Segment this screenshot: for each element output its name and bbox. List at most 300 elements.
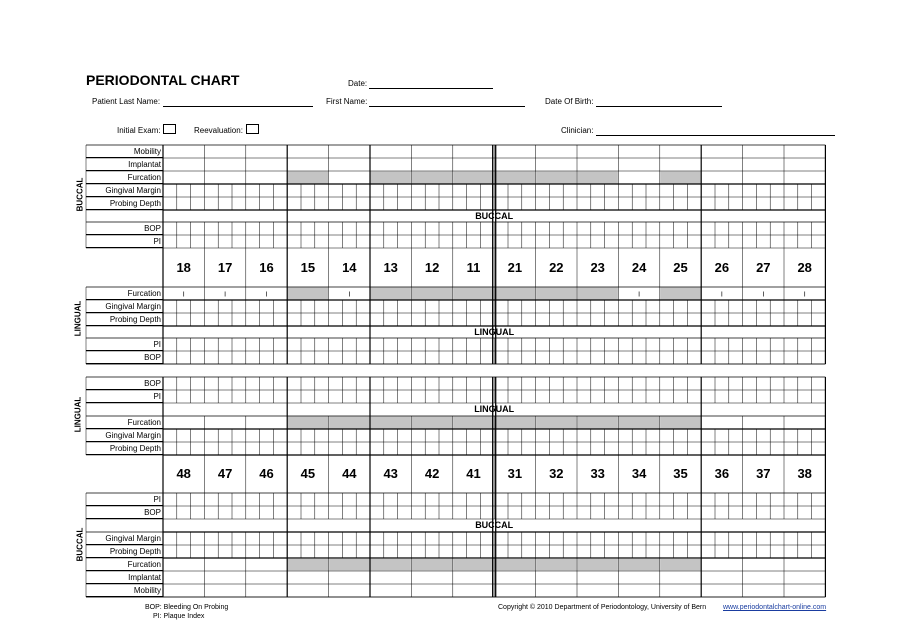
tooth-3-cell[interactable] [287, 351, 328, 364]
tooth-7-cell[interactable] [453, 558, 494, 571]
tooth-9-cell[interactable] [536, 351, 577, 364]
tooth-12-cell[interactable] [660, 300, 701, 313]
tooth-5-cell[interactable] [370, 442, 411, 455]
tooth-15-cell[interactable] [784, 313, 825, 326]
tooth-1-cell[interactable] [204, 171, 245, 184]
tooth-8-cell[interactable] [494, 287, 535, 300]
tooth-0-cell[interactable] [163, 313, 204, 326]
tooth-2-cell[interactable] [246, 584, 287, 597]
tooth-3-cell[interactable] [287, 300, 328, 313]
tooth-9-cell[interactable] [536, 222, 577, 235]
tooth-14-cell[interactable] [743, 197, 784, 210]
tooth-6-cell[interactable] [411, 390, 452, 403]
tooth-6-cell[interactable] [411, 493, 452, 506]
tooth-9-cell[interactable] [536, 184, 577, 197]
tooth-10-cell[interactable] [577, 351, 618, 364]
tooth-0-cell[interactable] [163, 235, 204, 248]
tooth-12-cell[interactable] [660, 442, 701, 455]
tooth-6-cell[interactable] [411, 442, 452, 455]
tooth-6-cell[interactable] [411, 558, 452, 571]
tooth-8-cell[interactable] [494, 442, 535, 455]
tooth-2-cell[interactable] [246, 506, 287, 519]
tooth-3-cell[interactable] [287, 222, 328, 235]
tooth-12-cell[interactable] [660, 197, 701, 210]
tooth-4-cell[interactable] [329, 390, 370, 403]
tooth-10-cell[interactable] [577, 493, 618, 506]
tooth-2-cell[interactable] [246, 222, 287, 235]
tooth-2-cell[interactable] [246, 558, 287, 571]
tooth-7-cell[interactable] [453, 338, 494, 351]
tooth-11-cell[interactable] [618, 571, 659, 584]
tooth-15-cell[interactable] [784, 338, 825, 351]
tooth-10-cell[interactable] [577, 429, 618, 442]
tooth-12-cell[interactable] [660, 390, 701, 403]
tooth-5-cell[interactable] [370, 338, 411, 351]
tooth-12-cell[interactable] [660, 145, 701, 158]
tooth-10-cell[interactable] [577, 377, 618, 390]
tooth-3-cell[interactable] [287, 416, 328, 429]
tooth-4-cell[interactable] [329, 545, 370, 558]
tooth-6-cell[interactable] [411, 184, 452, 197]
tooth-12-cell[interactable] [660, 158, 701, 171]
tooth-4-cell[interactable] [329, 184, 370, 197]
tooth-4-cell[interactable] [329, 235, 370, 248]
tooth-9-cell[interactable] [536, 197, 577, 210]
tooth-1-cell[interactable] [204, 545, 245, 558]
tooth-2-cell[interactable] [246, 338, 287, 351]
tooth-10-cell[interactable] [577, 287, 618, 300]
tooth-14-cell[interactable] [743, 351, 784, 364]
tooth-7-cell[interactable] [453, 571, 494, 584]
tooth-14-cell[interactable] [743, 377, 784, 390]
tooth-1-cell[interactable] [204, 235, 245, 248]
tooth-1-cell[interactable] [204, 222, 245, 235]
tooth-15-cell[interactable] [784, 145, 825, 158]
tooth-10-cell[interactable] [577, 171, 618, 184]
tooth-1-cell[interactable] [204, 416, 245, 429]
tooth-0-cell[interactable] [163, 390, 204, 403]
tooth-5-cell[interactable] [370, 300, 411, 313]
tooth-11-cell[interactable] [618, 506, 659, 519]
tooth-5-cell[interactable] [370, 184, 411, 197]
tooth-13-cell[interactable] [701, 184, 742, 197]
tooth-1-cell[interactable] [204, 390, 245, 403]
tooth-0-cell[interactable] [163, 338, 204, 351]
tooth-13-cell[interactable] [701, 442, 742, 455]
tooth-14-cell[interactable] [743, 429, 784, 442]
tooth-4-cell[interactable] [329, 532, 370, 545]
tooth-9-cell[interactable] [536, 313, 577, 326]
tooth-11-cell[interactable] [618, 584, 659, 597]
tooth-11-cell[interactable] [618, 351, 659, 364]
tooth-14-cell[interactable] [743, 338, 784, 351]
tooth-4-cell[interactable] [329, 300, 370, 313]
tooth-4-cell[interactable] [329, 222, 370, 235]
tooth-1-cell[interactable] [204, 532, 245, 545]
tooth-8-cell[interactable] [494, 222, 535, 235]
tooth-13-cell[interactable] [701, 313, 742, 326]
tooth-6-cell[interactable] [411, 300, 452, 313]
tooth-15-cell[interactable] [784, 571, 825, 584]
tooth-4-cell[interactable] [329, 558, 370, 571]
tooth-1-cell[interactable] [204, 584, 245, 597]
tooth-13-cell[interactable] [701, 558, 742, 571]
tooth-14-cell[interactable] [743, 158, 784, 171]
tooth-13-cell[interactable] [701, 197, 742, 210]
tooth-14-cell[interactable] [743, 235, 784, 248]
tooth-9-cell[interactable] [536, 442, 577, 455]
tooth-10-cell[interactable] [577, 390, 618, 403]
tooth-4-cell[interactable] [329, 171, 370, 184]
tooth-11-cell[interactable] [618, 145, 659, 158]
tooth-3-cell[interactable] [287, 197, 328, 210]
tooth-7-cell[interactable] [453, 158, 494, 171]
tooth-1-cell[interactable] [204, 145, 245, 158]
tooth-7-cell[interactable] [453, 545, 494, 558]
tooth-5-cell[interactable] [370, 390, 411, 403]
tooth-3-cell[interactable] [287, 493, 328, 506]
tooth-6-cell[interactable] [411, 584, 452, 597]
tooth-1-cell[interactable] [204, 184, 245, 197]
tooth-2-cell[interactable] [246, 442, 287, 455]
tooth-0-cell[interactable] [163, 442, 204, 455]
tooth-13-cell[interactable] [701, 390, 742, 403]
tooth-3-cell[interactable] [287, 287, 328, 300]
tooth-5-cell[interactable] [370, 429, 411, 442]
tooth-7-cell[interactable] [453, 584, 494, 597]
tooth-0-cell[interactable] [163, 171, 204, 184]
tooth-4-cell[interactable] [329, 493, 370, 506]
tooth-11-cell[interactable] [618, 390, 659, 403]
tooth-9-cell[interactable] [536, 558, 577, 571]
tooth-10-cell[interactable] [577, 584, 618, 597]
tooth-0-cell[interactable] [163, 532, 204, 545]
tooth-6-cell[interactable] [411, 571, 452, 584]
tooth-6-cell[interactable] [411, 338, 452, 351]
tooth-9-cell[interactable] [536, 377, 577, 390]
tooth-15-cell[interactable] [784, 171, 825, 184]
tooth-11-cell[interactable] [618, 416, 659, 429]
tooth-8-cell[interactable] [494, 390, 535, 403]
tooth-1-cell[interactable] [204, 351, 245, 364]
tooth-2-cell[interactable] [246, 493, 287, 506]
tooth-8-cell[interactable] [494, 313, 535, 326]
tooth-11-cell[interactable] [618, 493, 659, 506]
tooth-5-cell[interactable] [370, 171, 411, 184]
tooth-5-cell[interactable] [370, 222, 411, 235]
tooth-14-cell[interactable] [743, 493, 784, 506]
tooth-12-cell[interactable] [660, 493, 701, 506]
tooth-6-cell[interactable] [411, 197, 452, 210]
tooth-12-cell[interactable] [660, 416, 701, 429]
tooth-15-cell[interactable] [784, 197, 825, 210]
tooth-8-cell[interactable] [494, 158, 535, 171]
tooth-11-cell[interactable] [618, 338, 659, 351]
tooth-14-cell[interactable] [743, 313, 784, 326]
tooth-8-cell[interactable] [494, 197, 535, 210]
tooth-3-cell[interactable] [287, 377, 328, 390]
tooth-6-cell[interactable] [411, 313, 452, 326]
tooth-7-cell[interactable] [453, 184, 494, 197]
tooth-14-cell[interactable] [743, 532, 784, 545]
tooth-6-cell[interactable] [411, 222, 452, 235]
tooth-6-cell[interactable] [411, 171, 452, 184]
tooth-12-cell[interactable] [660, 429, 701, 442]
tooth-13-cell[interactable] [701, 571, 742, 584]
tooth-3-cell[interactable] [287, 545, 328, 558]
tooth-2-cell[interactable] [246, 184, 287, 197]
tooth-11-cell[interactable] [618, 545, 659, 558]
tooth-10-cell[interactable] [577, 145, 618, 158]
tooth-15-cell[interactable] [784, 222, 825, 235]
tooth-11-cell[interactable] [618, 532, 659, 545]
tooth-0-cell[interactable] [163, 184, 204, 197]
tooth-6-cell[interactable] [411, 351, 452, 364]
tooth-13-cell[interactable] [701, 377, 742, 390]
tooth-1-cell[interactable] [204, 313, 245, 326]
tooth-13-cell[interactable] [701, 145, 742, 158]
tooth-9-cell[interactable] [536, 390, 577, 403]
tooth-10-cell[interactable] [577, 222, 618, 235]
tooth-13-cell[interactable] [701, 584, 742, 597]
tooth-11-cell[interactable] [618, 171, 659, 184]
tooth-11-cell[interactable] [618, 377, 659, 390]
tooth-4-cell[interactable] [329, 313, 370, 326]
tooth-15-cell[interactable] [784, 506, 825, 519]
tooth-12-cell[interactable] [660, 313, 701, 326]
tooth-1-cell[interactable] [204, 158, 245, 171]
tooth-5-cell[interactable] [370, 287, 411, 300]
tooth-5-cell[interactable] [370, 545, 411, 558]
tooth-0-cell[interactable] [163, 377, 204, 390]
tooth-2-cell[interactable] [246, 145, 287, 158]
tooth-13-cell[interactable] [701, 506, 742, 519]
tooth-12-cell[interactable] [660, 558, 701, 571]
tooth-0-cell[interactable] [163, 558, 204, 571]
tooth-0-cell[interactable] [163, 222, 204, 235]
tooth-10-cell[interactable] [577, 158, 618, 171]
tooth-14-cell[interactable] [743, 145, 784, 158]
tooth-2-cell[interactable] [246, 416, 287, 429]
tooth-0-cell[interactable] [163, 145, 204, 158]
tooth-13-cell[interactable] [701, 171, 742, 184]
tooth-15-cell[interactable] [784, 558, 825, 571]
tooth-2-cell[interactable] [246, 532, 287, 545]
tooth-9-cell[interactable] [536, 300, 577, 313]
tooth-6-cell[interactable] [411, 287, 452, 300]
tooth-15-cell[interactable] [784, 416, 825, 429]
tooth-5-cell[interactable] [370, 145, 411, 158]
tooth-11-cell[interactable] [618, 429, 659, 442]
tooth-2-cell[interactable] [246, 377, 287, 390]
tooth-10-cell[interactable] [577, 571, 618, 584]
tooth-0-cell[interactable] [163, 571, 204, 584]
tooth-3-cell[interactable] [287, 390, 328, 403]
tooth-13-cell[interactable] [701, 158, 742, 171]
tooth-12-cell[interactable] [660, 338, 701, 351]
tooth-6-cell[interactable] [411, 416, 452, 429]
tooth-8-cell[interactable] [494, 351, 535, 364]
tooth-12-cell[interactable] [660, 222, 701, 235]
tooth-13-cell[interactable] [701, 351, 742, 364]
tooth-7-cell[interactable] [453, 493, 494, 506]
tooth-14-cell[interactable] [743, 171, 784, 184]
tooth-1-cell[interactable] [204, 338, 245, 351]
tooth-15-cell[interactable] [784, 184, 825, 197]
tooth-2-cell[interactable] [246, 197, 287, 210]
tooth-7-cell[interactable] [453, 145, 494, 158]
tooth-8-cell[interactable] [494, 584, 535, 597]
tooth-10-cell[interactable] [577, 338, 618, 351]
tooth-7-cell[interactable] [453, 377, 494, 390]
tooth-9-cell[interactable] [536, 158, 577, 171]
tooth-3-cell[interactable] [287, 158, 328, 171]
tooth-13-cell[interactable] [701, 300, 742, 313]
tooth-15-cell[interactable] [784, 377, 825, 390]
tooth-4-cell[interactable] [329, 584, 370, 597]
tooth-12-cell[interactable] [660, 506, 701, 519]
tooth-0-cell[interactable] [163, 506, 204, 519]
tooth-0-cell[interactable] [163, 300, 204, 313]
tooth-6-cell[interactable] [411, 145, 452, 158]
tooth-9-cell[interactable] [536, 506, 577, 519]
tooth-12-cell[interactable] [660, 545, 701, 558]
tooth-10-cell[interactable] [577, 313, 618, 326]
tooth-11-cell[interactable] [618, 197, 659, 210]
tooth-0-cell[interactable] [163, 584, 204, 597]
tooth-0-cell[interactable] [163, 351, 204, 364]
tooth-6-cell[interactable] [411, 532, 452, 545]
tooth-0-cell[interactable] [163, 158, 204, 171]
tooth-10-cell[interactable] [577, 558, 618, 571]
tooth-7-cell[interactable] [453, 171, 494, 184]
tooth-7-cell[interactable] [453, 300, 494, 313]
tooth-7-cell[interactable] [453, 416, 494, 429]
tooth-14-cell[interactable] [743, 390, 784, 403]
tooth-8-cell[interactable] [494, 377, 535, 390]
tooth-9-cell[interactable] [536, 532, 577, 545]
tooth-14-cell[interactable] [743, 300, 784, 313]
tooth-9-cell[interactable] [536, 287, 577, 300]
tooth-13-cell[interactable] [701, 235, 742, 248]
tooth-15-cell[interactable] [784, 493, 825, 506]
tooth-5-cell[interactable] [370, 571, 411, 584]
tooth-4-cell[interactable] [329, 158, 370, 171]
tooth-13-cell[interactable] [701, 545, 742, 558]
tooth-3-cell[interactable] [287, 429, 328, 442]
tooth-7-cell[interactable] [453, 532, 494, 545]
tooth-14-cell[interactable] [743, 222, 784, 235]
tooth-3-cell[interactable] [287, 171, 328, 184]
tooth-14-cell[interactable] [743, 506, 784, 519]
tooth-5-cell[interactable] [370, 197, 411, 210]
tooth-10-cell[interactable] [577, 235, 618, 248]
tooth-7-cell[interactable] [453, 429, 494, 442]
tooth-15-cell[interactable] [784, 158, 825, 171]
tooth-15-cell[interactable] [784, 442, 825, 455]
tooth-1-cell[interactable] [204, 377, 245, 390]
tooth-1-cell[interactable] [204, 197, 245, 210]
tooth-7-cell[interactable] [453, 287, 494, 300]
tooth-9-cell[interactable] [536, 171, 577, 184]
tooth-9-cell[interactable] [536, 493, 577, 506]
tooth-5-cell[interactable] [370, 377, 411, 390]
tooth-12-cell[interactable] [660, 287, 701, 300]
website-link[interactable]: www.periodontalchart-online.com [723, 604, 827, 611]
tooth-11-cell[interactable] [618, 313, 659, 326]
tooth-7-cell[interactable] [453, 235, 494, 248]
tooth-9-cell[interactable] [536, 545, 577, 558]
tooth-10-cell[interactable] [577, 442, 618, 455]
tooth-4-cell[interactable] [329, 377, 370, 390]
tooth-13-cell[interactable] [701, 222, 742, 235]
tooth-6-cell[interactable] [411, 506, 452, 519]
tooth-4-cell[interactable] [329, 338, 370, 351]
tooth-5-cell[interactable] [370, 506, 411, 519]
tooth-12-cell[interactable] [660, 351, 701, 364]
tooth-11-cell[interactable] [618, 558, 659, 571]
tooth-9-cell[interactable] [536, 145, 577, 158]
tooth-8-cell[interactable] [494, 235, 535, 248]
tooth-3-cell[interactable] [287, 145, 328, 158]
tooth-12-cell[interactable] [660, 584, 701, 597]
tooth-14-cell[interactable] [743, 571, 784, 584]
tooth-12-cell[interactable] [660, 532, 701, 545]
tooth-8-cell[interactable] [494, 532, 535, 545]
tooth-2-cell[interactable] [246, 429, 287, 442]
tooth-2-cell[interactable] [246, 158, 287, 171]
tooth-7-cell[interactable] [453, 313, 494, 326]
tooth-9-cell[interactable] [536, 584, 577, 597]
tooth-4-cell[interactable] [329, 442, 370, 455]
tooth-14-cell[interactable] [743, 416, 784, 429]
tooth-8-cell[interactable] [494, 300, 535, 313]
tooth-4-cell[interactable] [329, 197, 370, 210]
tooth-3-cell[interactable] [287, 571, 328, 584]
tooth-1-cell[interactable] [204, 558, 245, 571]
tooth-0-cell[interactable] [163, 197, 204, 210]
tooth-2-cell[interactable] [246, 300, 287, 313]
tooth-15-cell[interactable] [784, 351, 825, 364]
tooth-13-cell[interactable] [701, 338, 742, 351]
tooth-3-cell[interactable] [287, 558, 328, 571]
tooth-10-cell[interactable] [577, 532, 618, 545]
tooth-12-cell[interactable] [660, 235, 701, 248]
tooth-12-cell[interactable] [660, 377, 701, 390]
tooth-10-cell[interactable] [577, 545, 618, 558]
tooth-11-cell[interactable] [618, 184, 659, 197]
tooth-15-cell[interactable] [784, 532, 825, 545]
tooth-6-cell[interactable] [411, 429, 452, 442]
tooth-15-cell[interactable] [784, 235, 825, 248]
tooth-4-cell[interactable] [329, 145, 370, 158]
tooth-0-cell[interactable] [163, 545, 204, 558]
tooth-1-cell[interactable] [204, 442, 245, 455]
tooth-14-cell[interactable] [743, 442, 784, 455]
tooth-6-cell[interactable] [411, 545, 452, 558]
tooth-8-cell[interactable] [494, 429, 535, 442]
tooth-10-cell[interactable] [577, 416, 618, 429]
tooth-2-cell[interactable] [246, 171, 287, 184]
tooth-9-cell[interactable] [536, 338, 577, 351]
tooth-4-cell[interactable] [329, 571, 370, 584]
tooth-11-cell[interactable] [618, 300, 659, 313]
tooth-4-cell[interactable] [329, 351, 370, 364]
tooth-8-cell[interactable] [494, 571, 535, 584]
tooth-4-cell[interactable] [329, 429, 370, 442]
tooth-0-cell[interactable] [163, 493, 204, 506]
tooth-8-cell[interactable] [494, 416, 535, 429]
